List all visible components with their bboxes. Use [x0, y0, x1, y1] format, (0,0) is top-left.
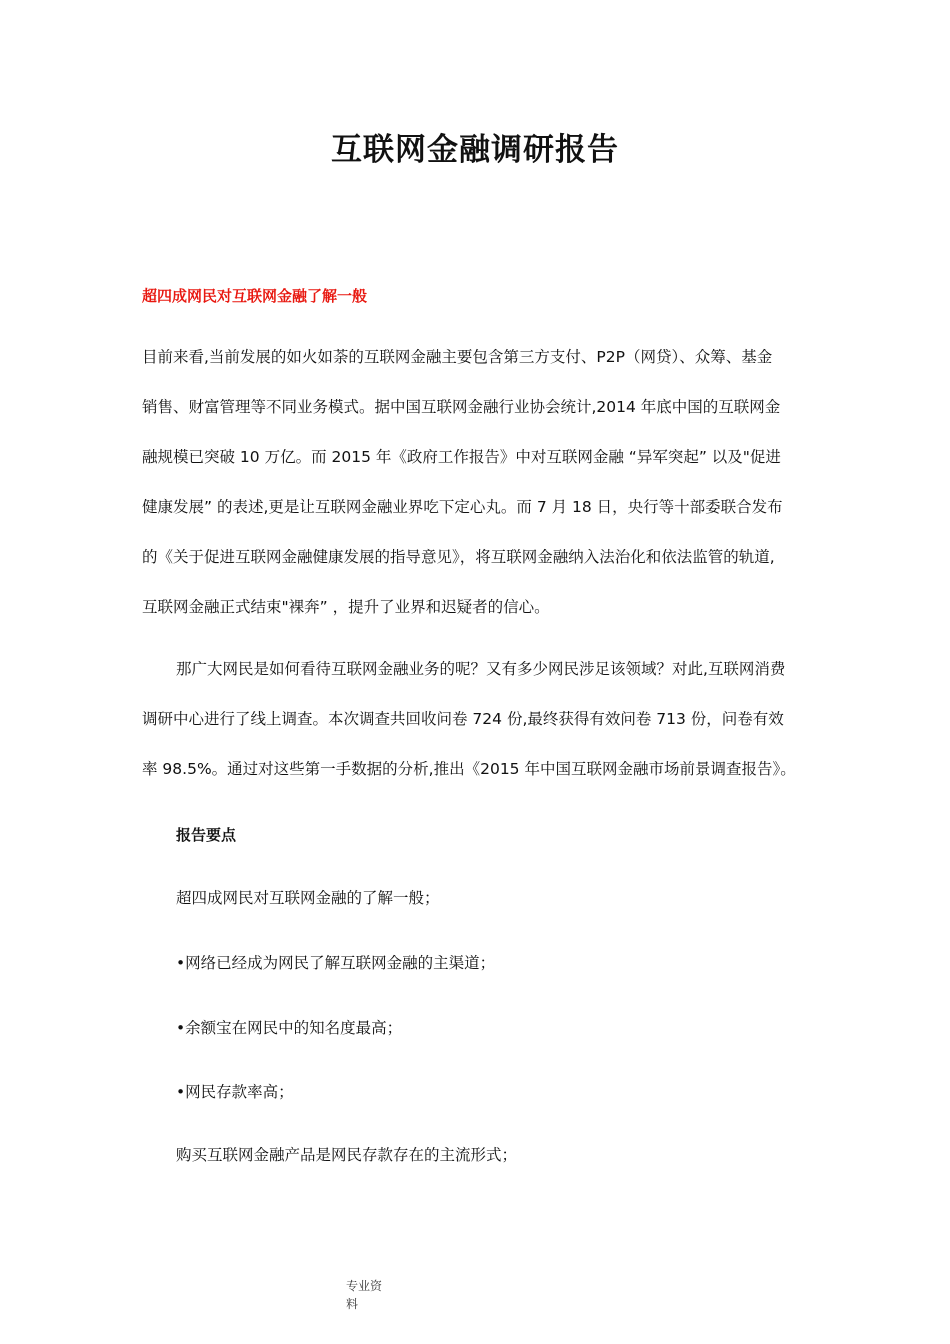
key-point-item: •网络已经成为网民了解互联网金融的主渠道； [176, 954, 496, 972]
key-point-item: 超四成网民对互联网金融的了解一般； [176, 889, 440, 907]
paragraph-line: 那广大网民是如何看待互联网金融业务的呢？又有多少网民涉足该领域？对此,互联网消费 [176, 660, 786, 678]
key-point-item: •余额宝在网民中的知名度最高； [176, 1019, 403, 1037]
key-points-heading: 报告要点 [176, 826, 237, 844]
page-footer [346, 1277, 406, 1313]
paragraph-line: 调研中心进行了线上调查。本次调查共回收问卷 724 份,最终获得有效问卷 713 份，问卷有效 [142, 710, 784, 728]
paragraph-line: 的《关于促进互联网金融健康发展的指导意见》，将互联网金融纳入法治化和依法监管的轨道, [142, 548, 775, 566]
paragraph-line: 融规模已突破 10 万亿。而 2015 年《政府工作报告》中对互联网金融 “异军突起” 以及"促进 [142, 448, 781, 466]
footer-line: 料 [346, 1297, 359, 1311]
section-subtitle: 超四成网民对互联网金融了解一般 [142, 287, 368, 305]
paragraph-line: 互联网金融正式结束"裸奔” ，提升了业界和迟疑者的信心。 [142, 598, 550, 616]
paragraph-line: 销售、财富管理等不同业务模式。据中国互联网金融行业协会统计,2014 年底中国的互联网金 [142, 398, 781, 416]
paragraph-line: 目前来看,当前发展的如火如荼的互联网金融主要包含第三方支付、P2P（网贷）、众筹、基金 [142, 348, 773, 366]
key-point-item: 购买互联网金融产品是网民存款存在的主流形式； [176, 1146, 518, 1164]
footer-line: 专业资 [346, 1279, 383, 1293]
page-title: 互联网金融调研报告 [331, 132, 619, 168]
key-point-item: •网民存款率高； [176, 1083, 294, 1101]
paragraph-line: 率 98.5%。通过对这些第一手数据的分析,推出《2015 年中国互联网金融市场前景调查报告》。 [142, 760, 796, 778]
survey-paragraph [142, 644, 814, 794]
intro-paragraph [142, 332, 814, 632]
paragraph-line: 健康发展” 的表述,更是让互联网金融业界吃下定心丸。而 7 月 18 日，央行等十部委联合发布 [142, 498, 783, 516]
